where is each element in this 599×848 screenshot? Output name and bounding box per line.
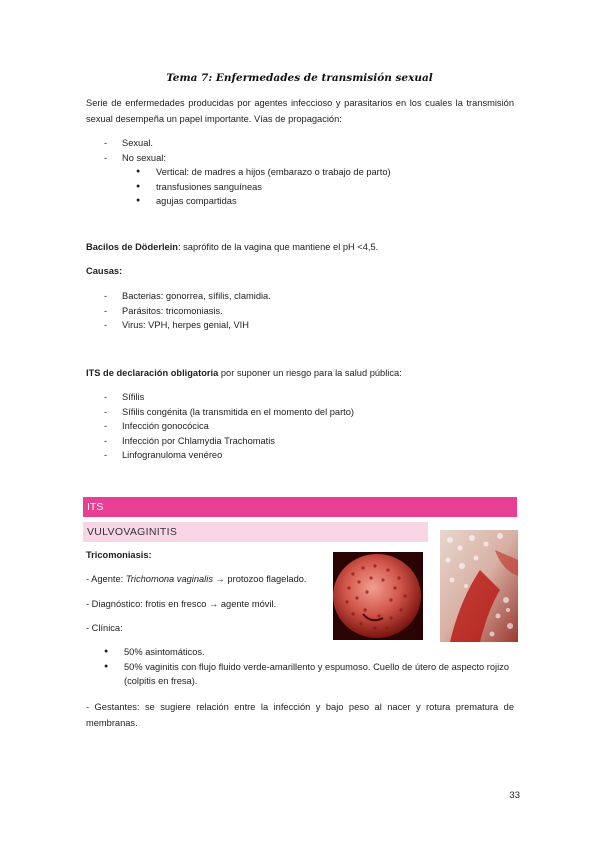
list-item <box>104 136 524 151</box>
list-item: - Parásitos: tricomoniasis. <box>104 304 524 319</box>
doderlein-text: : saprófito de la vagina que mantiene el pH <4,5. <box>177 242 379 252</box>
list-item: ● agujas compartidas <box>136 194 524 209</box>
section-header-its: ITS <box>83 497 517 517</box>
list-item: - Sífilis congénita (la transmitida en el momento del parto) <box>104 405 524 420</box>
subsection-header-vulvovaginitis: VULVOVAGINITIS <box>83 522 428 542</box>
propagation-list <box>104 136 524 209</box>
list-item: - Virus: VPH, herpes genial, VIH <box>104 318 524 333</box>
list-item-text: No sexual: <box>122 152 166 163</box>
list-item <box>104 151 524 209</box>
cervix-photo <box>333 552 423 640</box>
tricomoniasis-heading: Tricomoniasis: <box>86 550 152 560</box>
list-item: - Bacterias: gonorrea, sífilis, clamidia. <box>104 289 524 304</box>
intro-paragraph: Serie de enfermedades producidas por agentes infeccioso y parasitarios en los cuales la transmisión sexual desempeña un papel importante. Vías de propagación: <box>86 98 514 124</box>
list-item: ● 50% asintomáticos. <box>104 645 524 660</box>
cervix-photo-image <box>333 552 423 640</box>
agente-italic: Trichomona vaginalis <box>125 574 213 584</box>
discharge-photo <box>440 530 518 642</box>
its-obligatoria-label: ITS de declaración obligatoria <box>86 368 219 378</box>
causas-heading: Causas: <box>86 266 123 276</box>
agente-suffix: → protozoo flagelado. <box>212 574 307 584</box>
diagnostico-line: - Diagnóstico: frotis en fresco → agente móvil. <box>86 599 277 609</box>
discharge-photo-image <box>440 530 518 642</box>
list-item: - Sífilis <box>104 390 524 405</box>
its-obligatoria-list <box>104 390 524 463</box>
list-item: ● 50% vaginitis con flujo fluido verde-amarillento y espumoso. Cuello de útero de aspecto rojizo (colpitis en fresa). <box>104 660 524 689</box>
causas-list <box>104 289 524 333</box>
propagation-sublist <box>136 165 524 209</box>
agente-line <box>86 572 326 588</box>
doderlein-label: Bacilos de Döderlein <box>86 242 178 252</box>
gestantes-paragraph: - Gestantes: se sugiere relación entre la infección y bajo peso al nacer y rotura prematura de membranas. <box>86 702 514 728</box>
list-item: - Infección por Chlamydia Trachomatis <box>104 434 524 449</box>
list-item: - Infección gonocócica <box>104 419 524 434</box>
doderlein-paragraph <box>86 240 514 256</box>
clinica-list-wrap <box>104 645 524 689</box>
list-item: - Linfogranuloma venéreo <box>104 448 524 463</box>
page-title: Tema 7: Enfermedades de transmisión sexual <box>166 72 433 84</box>
list-item: ● Vertical: de madres a hijos (embarazo o trabajo de parto) <box>136 165 524 180</box>
page-number: 33 <box>509 790 520 801</box>
list-item-text: Sexual. <box>122 138 154 148</box>
agente-prefix: - Agente: <box>86 574 126 584</box>
list-item: ● transfusiones sanguíneas <box>136 180 524 195</box>
its-obligatoria-paragraph <box>86 366 514 382</box>
its-obligatoria-text: por suponer un riesgo para la salud pública: <box>218 368 402 378</box>
clinica-list <box>104 645 524 689</box>
clinica-line: - Clínica: <box>86 623 123 633</box>
